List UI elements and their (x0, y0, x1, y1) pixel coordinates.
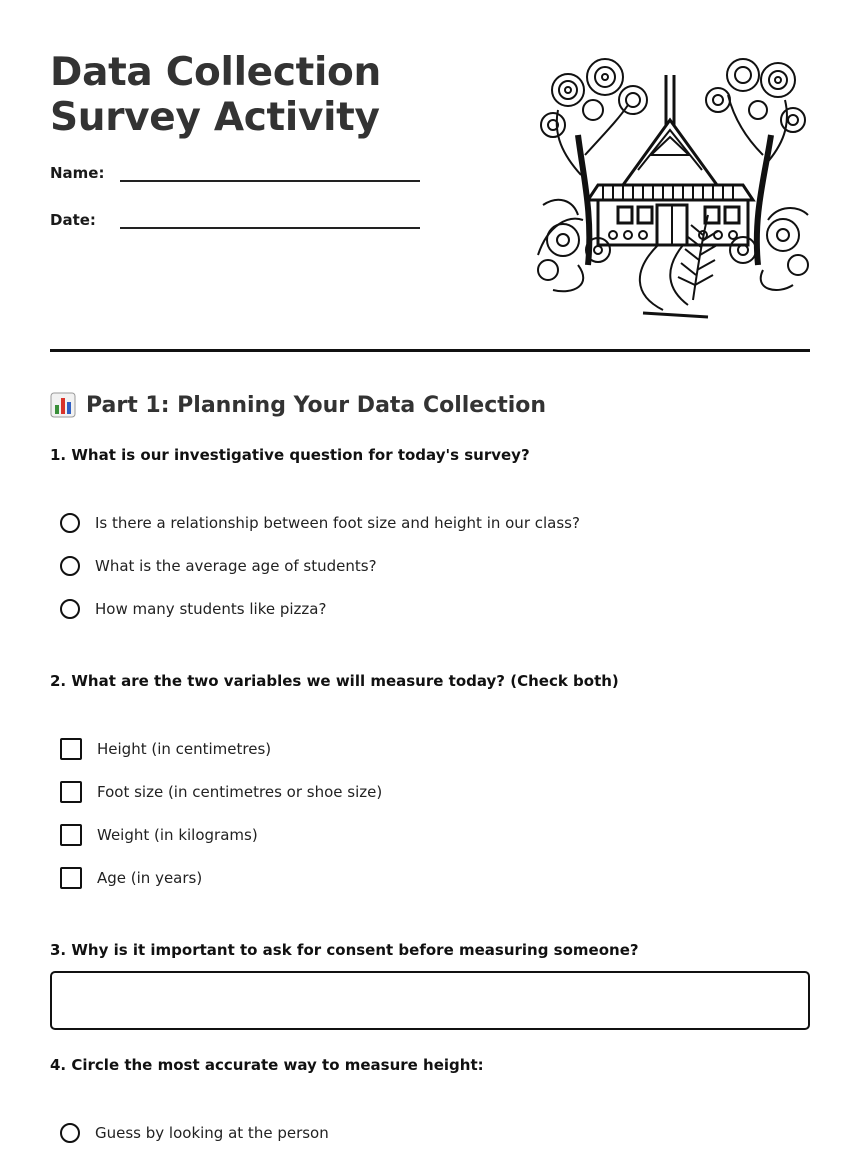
question-1: 1. What is our investigative question for today's survey? (50, 446, 530, 464)
q2-option-2[interactable] (60, 779, 382, 805)
page-title: Data Collection Survey Activity (50, 50, 382, 140)
radio-button[interactable] (60, 599, 80, 619)
name-field (50, 164, 430, 194)
option-label: Height (in centimetres) (97, 740, 272, 758)
radio-button[interactable] (60, 513, 80, 533)
date-input-line[interactable] (120, 227, 420, 229)
worksheet-page (50, 0, 810, 1161)
option-label: Age (in years) (97, 869, 203, 887)
date-field (50, 211, 430, 241)
bar-chart-icon (50, 392, 76, 418)
q2-option-3[interactable] (60, 822, 258, 848)
q4-option-1[interactable] (60, 1120, 329, 1146)
question-2: 2. What are the two variables we will measure today? (Check both) (50, 672, 619, 690)
q1-option-1[interactable] (60, 510, 580, 536)
radio-button[interactable] (60, 556, 80, 576)
option-label: What is the average age of students? (95, 557, 377, 575)
question-3: 3. Why is it important to ask for consent before measuring someone? (50, 941, 639, 959)
checkbox[interactable] (60, 824, 82, 846)
name-label: Name: (50, 164, 105, 182)
option-label: Foot size (in centimetres or shoe size) (97, 783, 383, 801)
question-4: 4. Circle the most accurate way to measure height: (50, 1056, 484, 1074)
part1-heading (50, 388, 546, 422)
checkbox[interactable] (60, 738, 82, 760)
option-label: How many students like pizza? (95, 600, 327, 618)
checkbox[interactable] (60, 781, 82, 803)
q1-option-3[interactable] (60, 596, 326, 622)
option-label: Is there a relationship between foot size and height in our class? (95, 514, 580, 532)
name-input-line[interactable] (120, 180, 420, 182)
q1-option-2[interactable] (60, 553, 377, 579)
checkbox[interactable] (60, 867, 82, 889)
radio-button[interactable] (60, 1123, 80, 1143)
header-divider (50, 349, 810, 352)
option-label: Weight (in kilograms) (97, 826, 258, 844)
q2-option-1[interactable] (60, 736, 271, 762)
option-label: Guess by looking at the person (95, 1124, 329, 1142)
answer-box-q3[interactable] (50, 971, 810, 1030)
date-label: Date: (50, 211, 96, 229)
jungle-house-illustration (533, 55, 813, 325)
part1-title: Part 1: Planning Your Data Collection (86, 392, 547, 418)
q2-option-4[interactable] (60, 865, 202, 891)
